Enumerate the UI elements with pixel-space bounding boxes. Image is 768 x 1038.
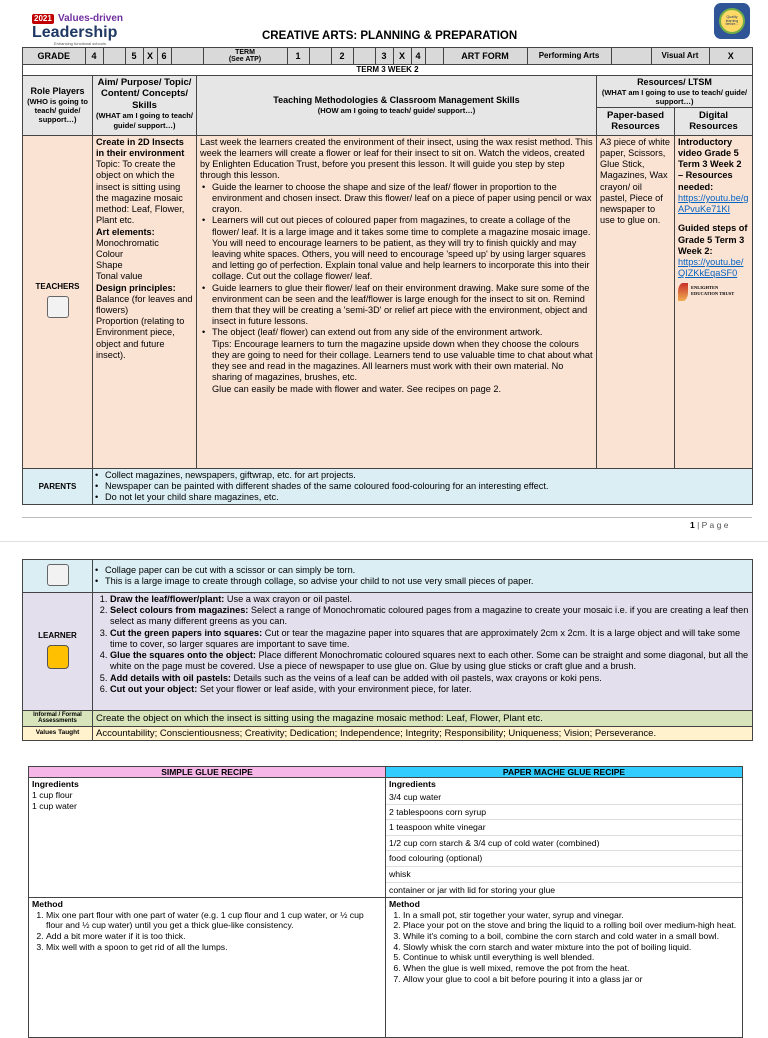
learner-step: 4. Glue the squares onto the object: Place different Monochromatic coloured squares next to each other. Some can be straight and some diagonal, but all the white on the page must be covered. Use a piece of newspaper to use glue on. Glue by using glue sticks or craft glue and a brush. (110, 650, 749, 672)
guided-video-link[interactable]: https://youtu.be/QIZKkEqaSF0 (678, 256, 744, 279)
visual-art-mark: X (727, 50, 734, 61)
intro-video-link[interactable]: https://youtu.be/gAPvuKe71KI (678, 192, 749, 215)
page-break (0, 541, 768, 559)
digital-intro-title: Introductory video Grade 5 Term 3 Week 2 – Resources needed: (678, 136, 742, 192)
grade-row (23, 48, 753, 65)
teacher-icon (47, 296, 69, 318)
aim-header: Aim/ Purpose/ Topic/ Content/ Concepts/ Skills (97, 76, 192, 111)
learner-step: 3. Cut the green papers into squares: Cut or tear the magazine paper into squares that are approximately 2cm x 2cm. It is a large object and will take some time to cover, so larger squares are important to save time. (110, 628, 749, 650)
learner-label: LEARNER (38, 631, 77, 641)
learner-step: 1. Draw the leaf/flower/plant: Use a wax crayon or oil pastel. (110, 594, 749, 605)
enlighten-logo-icon (678, 283, 688, 301)
method-list (200, 182, 593, 339)
paper-based-header: Paper-based Resources (597, 108, 675, 136)
teachers-row: TEACHERS Create in 2D Insects in their environment Topic: To create the object on which the insect is sitting using the magazine mosaic method: Leaf, Flower, Plant etc. Art elements: Monochromatic Colour Shape Tonal value Design principles: Balance (for leaves and flowers) Proportion (relating to Environment piece, object and future insect). Last week the learners created the environment of their insect, using the wax resist method. This week the learners will create a flower or leaf for their insect to sit on. Watch the videos, created by Enlighten Education Trust, before you present this lesson. It will guide you step by step through this lesson. • Guide the learner to choose the shape and size of the leaf/ flower in proportion to the environment and chosen insect. Draw this flower/ leaf on a piece of paper using pencil or wax crayon. • Learners will cut out pieces of coloured paper from magazines, to create a collage of the flower/ leaf. It is a large image and it takes some time to complete a magazine mosaic image. You will need to encourage learners to be patient, as they will try to finish quickly and may leaving white spaces. Others, you will need to encourage 'speed up' by using larger squares and letting go of perfection. Explain tonal value and help learners to incorporate this into their collage. Cut out the collage flower/ leaf. • Guide learners to glue their flower/ leaf on their environment drawing. Make sure some of the environment can be seen and the leaf/flower is large enough for the insect to sit on. Remind them that they will be creating a 'semi-3D' or relief art piece with the environment, object and insect in future lessons. • The object (leaf/ flower) can extend out from any side of the environment artwork. Tips: Encourage learners to turn the magazine upside down when they choose the colours they are going to need for their collage. Learners tend to use valuable time to chat about what they see and read in the magazines. All learners must work with their own material. No sharing of magazines, brushes, etc. Glue can easily be made with flower and water. See recipes on page 2. A3 piece of white paper, Scissors, Glue Stick, Magazines, Wax crayon/ oil pastel, Piece of newspaper to use to glue on. Introductory video Grade 5 Term 3 Week 2 – Resources needed: https://youtu.be/gAPvuKe71KI Guided steps of Grade 5 Term 3 Week 2: https://youtu.be/QIZKkEqaSF0 ENLIGHTEN EDUCATION TRUST (23, 135, 753, 468)
method-bullet: • Guide the learner to choose the shape and size of the leaf/ flower in proportion to the environment and chosen insect. Draw this flower/ leaf on a piece of paper using pencil or wax crayon. (200, 182, 593, 216)
recipe-step: 2. Add a bit more water if it is too thick. (46, 931, 382, 942)
ingredient: 1/2 cup corn starch & 3/4 cup of cold water (combined) (386, 836, 742, 852)
art-element: Colour (96, 248, 124, 259)
grade-5: 5 (125, 48, 143, 64)
simple-glue-title: SIMPLE GLUE RECIPE (29, 767, 386, 778)
digital-header: Digital Resources (675, 108, 753, 136)
parents-bullet: • Newspaper can be painted with different shades of the same coloured food-colouring for an interesting effect. (93, 481, 749, 492)
parents-bullet: • Collect magazines, newspapers, giftwrap, etc. for art projects. (93, 470, 749, 481)
art-element: Shape (96, 260, 123, 271)
learner-step: 5. Add details with oil pastels: Details such as the veins of a leaf can be added with oil pastels, wax crayons or koki pens. (110, 673, 749, 684)
method-intro: Last week the learners created the environment of their insect, using the wax resist method. This week the learners will create a flower or leaf for their insect to sit on. Watch the videos, created by Enlighten Education Trust, before you present this lesson. It will guide you step by step through this lesson. (200, 136, 593, 181)
parents-row (23, 468, 753, 505)
grade-4: 4 (85, 48, 103, 64)
page-title: CREATIVE ARTS: PLANNING & PREPARATION (262, 30, 518, 42)
ingredient: food colouring (optional) (386, 851, 742, 867)
values-label: Values Taught (23, 726, 93, 741)
parents-bullet: • This is a large image to create through collage, so advise your child to not use very small pieces of paper. (93, 576, 749, 587)
term-4: 4 (411, 48, 425, 64)
visual-art: Visual Art (651, 48, 709, 64)
method-tips: Tips: Encourage learners to turn the magazine upside down when they choose the colours they are going to need for their collage. Learners tend to use valuable time to chat about what they see and read in the magazines. All learners must work with their own material. No sharing of magazines, brushes, etc. (212, 338, 593, 383)
recipe-step: 1. In a small pot, stir together your water, syrup and vinegar. (403, 910, 739, 921)
term-label: TERM (See ATP) (203, 48, 287, 64)
logo-year: 2021 (34, 14, 52, 23)
ingredient: 2 tablespoons corn syrup (386, 805, 742, 821)
resources-header: Resources/ LTSM (637, 76, 712, 87)
recipe-step: 5. Continue to whisk until everything is well blended. (403, 952, 739, 963)
term-3-mark: X (393, 48, 411, 64)
art-element: Monochromatic (96, 237, 159, 248)
enlighten-logo: ENLIGHTEN EDUCATION TRUST (678, 281, 749, 307)
digital-guided-title: Guided steps of Grade 5 Term 3 Week 2: (678, 223, 748, 256)
values-row (23, 726, 753, 741)
values-text: Accountability; Conscientiousness; Creativity; Dedication; Independence; Integrity; Responsibility; Uniqueness; Vision; Perseverance. (93, 726, 753, 741)
recipe-step: 2. Place your pot on the stove and bring the liquid to a rolling boil over medium-high heat. (403, 920, 739, 931)
assessment-label: Informal / Formal Assessments (23, 711, 93, 727)
recipe-step: 3. Mix well with a spoon to get rid of all the lumps. (46, 942, 382, 953)
recipes-table: SIMPLE GLUE RECIPE PAPER MACHE GLUE RECIPE Ingredients 1 cup flour 1 cup water Ingredients 3/4 cup water 2 tablespoons corn syrup 1 teaspoon white vinegar 1/2 cup corn starch & 3/4 cup of cold water (combined) food colouring (optional) whisk container or jar with lid for storing your glue Method 1. Mix one part flour with one part of water (e.g. 1 cup flour and 1 cup water, or ½ cup flour and ½ cup water) until you get a thick glue-like consistency. 2. Add a bit more water if it is too thick. 3. Mix well with a spoon to get rid of all the lumps. Method 1. In a small pot, stir together your water, syrup and vinegar. 2. Place your pot on the stove and bring the liquid to a rolling boil over medium-high heat. 3. While it's coming to a boil, combine the corn starch and cold water in a small bowl. 4. Slowly whisk the corn starch and water mixture into the pot of boiling liquid. 5. Continue to whisk until everything is well blended. 6. When the glue is well mixed, remove the pot from the heat. 7. Allow your glue to cool a bit before pouring it into a glass jar or (28, 766, 743, 1038)
assessment-row (23, 711, 753, 727)
aim-topic: Topic: To create the object on which the insect is sitting using the magazine mosaic method: Leaf, Flower, Plant etc. (96, 159, 185, 226)
grade-6: 6 (157, 48, 171, 64)
method-bullet: • Learners will cut out pieces of coloured paper from magazines, to create a collage of the flower/ leaf. It is a large image and it takes some time to complete a magazine mosaic image. You will need to encourage learners to be patient, as they will try to finish quickly and may leaving white spaces. Others, you will need to encourage 'speed up' by using larger squares and letting go of perfection. Explain tonal value and help learners to incorporate this into their collage. Cut out the collage flower/ leaf. (200, 215, 593, 282)
term-2: 2 (331, 48, 353, 64)
logo (32, 12, 182, 46)
parents-icon (47, 564, 69, 586)
column-headers: Role Players (WHO is going to teach/ guide/ support…) Aim/ Purpose/ Topic/ Content/ Concepts/ Skills (WHAT am I going to teach/ guide/ support…) Teaching Methodologies & Classroom Management Skills (HOW am I going to teach/ guide/ support…) Resources/ LTSM (WHAT am I going to use to teach/ guide/ support…) (23, 75, 753, 107)
paper-resources: A3 piece of white paper, Scissors, Glue Stick, Magazines, Wax crayon/ oil pastel, Piece of newspaper to use to glue on. (597, 135, 675, 468)
recipe-step: 3. While it's coming to a boil, combine the corn starch and cold water in a small bowl. (403, 931, 739, 942)
ingredient: container or jar with lid for storing your glue (389, 884, 556, 895)
recipe-step: 7. Allow your glue to cool a bit before pouring it into a glass jar or (403, 974, 739, 985)
mache-glue-title: PAPER MACHE GLUE RECIPE (386, 767, 743, 778)
recipe-step: 6. When the glue is well mixed, remove the pot from the heat. (403, 963, 739, 974)
term-1: 1 (287, 48, 309, 64)
ingredient: 1 cup water (32, 800, 77, 811)
ingredient: 3/4 cup water (386, 791, 742, 805)
logo-line1: Values-driven (58, 13, 124, 24)
methodologies-header: Teaching Methodologies & Classroom Management Skills (273, 95, 520, 106)
ingredient: 1 cup flour (32, 789, 73, 800)
parents-label: PARENTS (23, 468, 93, 505)
role-players-header: Role Players (30, 86, 85, 97)
method-bullet: • The object (leaf/ flower) can extend out from any side of the environment artwork. (200, 327, 593, 338)
art-element: Tonal value (96, 271, 143, 282)
parents-bullet: • Collage paper can be cut with a scissor or can simply be torn. (93, 565, 749, 576)
page-number: 1 | P a g e (690, 520, 729, 530)
method-glue: Glue can easily be made with flower and water. See recipes on page 2. (212, 383, 502, 394)
teachers-label: TEACHERS (35, 282, 80, 292)
performing-arts: Performing Arts (527, 48, 611, 64)
logo-tagline: Enhancing functional schools (54, 41, 106, 46)
learner-step: 2. Select colours from magazines: Select a range of Monochromatic coloured pages from a magazine to create your mosaic i.e. if you are creating a leaf then select as many different greens as you can. (110, 605, 749, 627)
ingredient: 1 teaspoon white vinegar (386, 820, 742, 836)
planning-table (22, 47, 753, 505)
page-footer-line (22, 517, 752, 518)
aim-title: Create in 2D Insects in their environment (96, 136, 185, 158)
parents-bullet: • Do not let your child share magazines, etc. (93, 492, 749, 503)
parents-cont-row (23, 560, 753, 593)
quality-badge: Quality learning before... (714, 3, 750, 39)
ingredient: whisk (386, 867, 742, 883)
learner-step: 6. Cut out your object: Set your flower or leaf aside, with your environment piece, for later. (110, 684, 749, 695)
term-3: 3 (375, 48, 393, 64)
recipe-step: 4. Slowly whisk the corn starch and water mixture into the pot of boiling liquid. (403, 942, 739, 953)
artform-label: ART FORM (443, 48, 527, 64)
grade-label: GRADE (23, 48, 85, 64)
learner-table (22, 559, 753, 741)
learner-icon (47, 645, 69, 669)
assessment-text: Create the object on which the insect is sitting using the magazine mosaic method: Leaf, Flower, Plant etc. (93, 711, 753, 727)
learner-row (23, 593, 753, 711)
logo-line2: Leadership (32, 24, 118, 41)
grade-5-mark: X (143, 48, 157, 64)
method-bullet: • Guide learners to glue their flower/ leaf on their environment drawing. Make sure some of the environment can be seen and the leaf/flower is large enough for the insect to sit on. Remind them that they will be creating a 'semi-3D' or relief art piece with the environment, object and insect in future lessons. (200, 283, 593, 328)
recipe-step: 1. Mix one part flour with one part of water (e.g. 1 cup flour and 1 cup water, or ½ cup flour and ½ cup water) until you get a thick glue-like consistency. (46, 910, 382, 931)
week-label: TERM 3 WEEK 2 (23, 65, 753, 76)
